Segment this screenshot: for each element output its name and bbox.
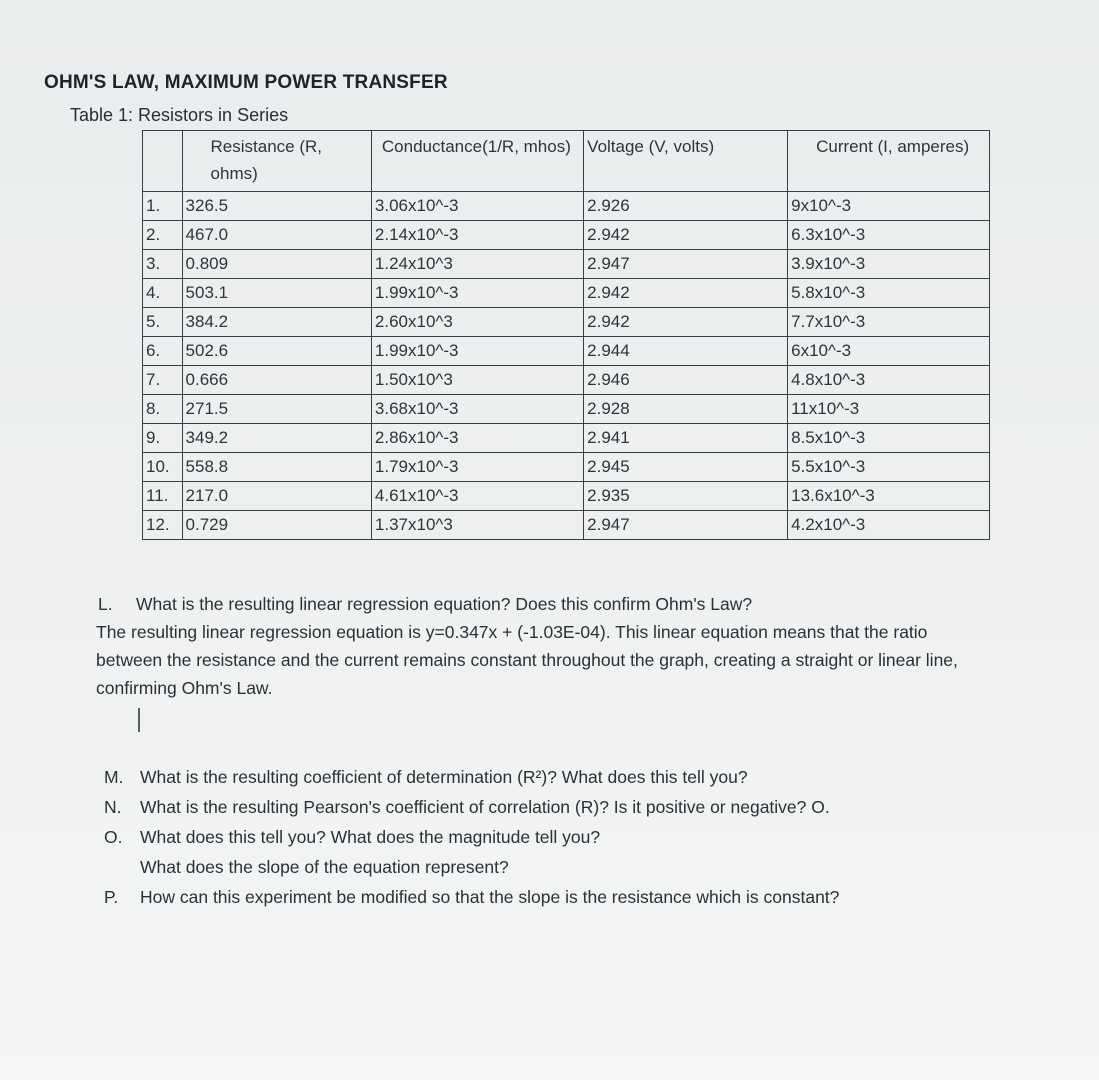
- cell-resistance: 0.666: [182, 366, 371, 395]
- cell-resistance: 502.6: [182, 337, 371, 366]
- cell-current: 5.8x10^-3: [788, 279, 990, 308]
- row-index: 9.: [143, 424, 183, 453]
- cell-current: 9x10^-3: [788, 192, 990, 221]
- row-index: 11.: [143, 482, 183, 511]
- table-row: [143, 366, 990, 395]
- row-index: 1.: [143, 192, 183, 221]
- cell-conductance: 1.37x10^3: [371, 511, 583, 540]
- cell-voltage: 2.944: [584, 337, 788, 366]
- row-index: 7.: [143, 366, 183, 395]
- question-label: O.: [104, 827, 123, 847]
- cell-resistance: 0.729: [182, 511, 371, 540]
- cell-current: 11x10^-3: [788, 395, 990, 424]
- cell-resistance: 503.1: [182, 279, 371, 308]
- cell-current: 7.7x10^-3: [788, 308, 990, 337]
- question-label: [104, 852, 140, 882]
- cell-conductance: 3.68x10^-3: [371, 395, 583, 424]
- cell-resistance: 558.8: [182, 453, 371, 482]
- table-row: [143, 192, 990, 221]
- header-current: Current (I, amperes): [788, 131, 990, 192]
- cell-voltage: 2.947: [584, 250, 788, 279]
- row-index: 4.: [143, 279, 183, 308]
- question-item: [104, 822, 1064, 852]
- cell-resistance: 271.5: [182, 395, 371, 424]
- cell-current: 4.8x10^-3: [788, 366, 990, 395]
- question-text: What is the resulting Pearson's coefficient of correlation (R)? Is it positive or negative? O.: [140, 797, 830, 817]
- cell-resistance: 467.0: [182, 221, 371, 250]
- cell-conductance: 1.79x10^-3: [371, 453, 583, 482]
- cell-current: 13.6x10^-3: [788, 482, 990, 511]
- question-l-answer[interactable]: The resulting linear regression equation is y=0.347x + (-1.03E-04). This linear equation means that the ratio between the resistance and the current remains constant throughout the graph, creating a straight or linear line, confirming Ohm's Law.: [96, 622, 958, 698]
- cell-voltage: 2.935: [584, 482, 788, 511]
- question-item: [104, 882, 1064, 912]
- row-index: 2.: [143, 221, 183, 250]
- resistors-table: [142, 130, 990, 540]
- question-item: [104, 852, 1064, 882]
- cell-current: 8.5x10^-3: [788, 424, 990, 453]
- header-resistance: Resistance (R, ohms): [182, 131, 371, 192]
- cell-conductance: 1.24x10^3: [371, 250, 583, 279]
- question-text: What does this tell you? What does the magnitude tell you?: [140, 827, 601, 847]
- question-item: [104, 792, 1064, 822]
- cell-current: 6x10^-3: [788, 337, 990, 366]
- cell-conductance: 4.61x10^-3: [371, 482, 583, 511]
- cell-voltage: 2.946: [584, 366, 788, 395]
- table-row: [143, 221, 990, 250]
- cell-conductance: 1.99x10^-3: [371, 279, 583, 308]
- cell-conductance: 2.14x10^-3: [371, 221, 583, 250]
- cell-current: 3.9x10^-3: [788, 250, 990, 279]
- header-conductance: Conductance(1/R, mhos): [371, 131, 583, 192]
- cell-resistance: 349.2: [182, 424, 371, 453]
- question-label: P.: [104, 887, 119, 907]
- cell-resistance: 217.0: [182, 482, 371, 511]
- table-row: [143, 279, 990, 308]
- row-index: 6.: [143, 337, 183, 366]
- cell-voltage: 2.945: [584, 453, 788, 482]
- cell-voltage: 2.928: [584, 395, 788, 424]
- question-l-block: [96, 590, 996, 702]
- row-index: 8.: [143, 395, 183, 424]
- cell-conductance: 3.06x10^-3: [371, 192, 583, 221]
- table-row: [143, 337, 990, 366]
- table-header-row: [143, 131, 990, 192]
- cell-current: 4.2x10^-3: [788, 511, 990, 540]
- cell-current: 5.5x10^-3: [788, 453, 990, 482]
- table-row: [143, 482, 990, 511]
- question-label: N.: [104, 797, 122, 817]
- cell-voltage: 2.942: [584, 308, 788, 337]
- row-index: 10.: [143, 453, 183, 482]
- header-voltage: Voltage (V, volts): [584, 131, 788, 192]
- question-text: What does the slope of the equation represent?: [140, 857, 509, 877]
- table-row: [143, 511, 990, 540]
- text-cursor: [138, 708, 140, 732]
- cell-voltage: 2.942: [584, 221, 788, 250]
- cell-voltage: 2.926: [584, 192, 788, 221]
- question-l-text: What is the resulting linear regression equation? Does this confirm Ohm's Law?: [136, 594, 753, 614]
- cell-resistance: 326.5: [182, 192, 371, 221]
- cell-current: 6.3x10^-3: [788, 221, 990, 250]
- question-item: [104, 762, 1064, 792]
- row-index: 5.: [143, 308, 183, 337]
- header-index: [143, 131, 183, 192]
- question-text: How can this experiment be modified so that the slope is the resistance which is constant?: [140, 887, 840, 907]
- question-list: [104, 762, 1064, 912]
- question-text: What is the resulting coefficient of determination (R²)? What does this tell you?: [140, 767, 748, 787]
- cell-conductance: 2.60x10^3: [371, 308, 583, 337]
- cell-resistance: 0.809: [182, 250, 371, 279]
- table-row: [143, 308, 990, 337]
- table-row: [143, 424, 990, 453]
- question-l-label: L.: [98, 594, 113, 614]
- cell-voltage: 2.947: [584, 511, 788, 540]
- cell-resistance: 384.2: [182, 308, 371, 337]
- cell-conductance: 2.86x10^-3: [371, 424, 583, 453]
- row-index: 3.: [143, 250, 183, 279]
- cell-voltage: 2.942: [584, 279, 788, 308]
- question-label: M.: [104, 767, 124, 787]
- row-index: 12.: [143, 511, 183, 540]
- table-row: [143, 250, 990, 279]
- cell-conductance: 1.99x10^-3: [371, 337, 583, 366]
- table-row: [143, 395, 990, 424]
- table-caption: Table 1: Resistors in Series: [70, 105, 289, 125]
- table-row: [143, 453, 990, 482]
- document-title: OHM'S LAW, MAXIMUM POWER TRANSFER: [44, 72, 448, 93]
- cell-conductance: 1.50x10^3: [371, 366, 583, 395]
- cell-voltage: 2.941: [584, 424, 788, 453]
- question-l: [96, 590, 996, 618]
